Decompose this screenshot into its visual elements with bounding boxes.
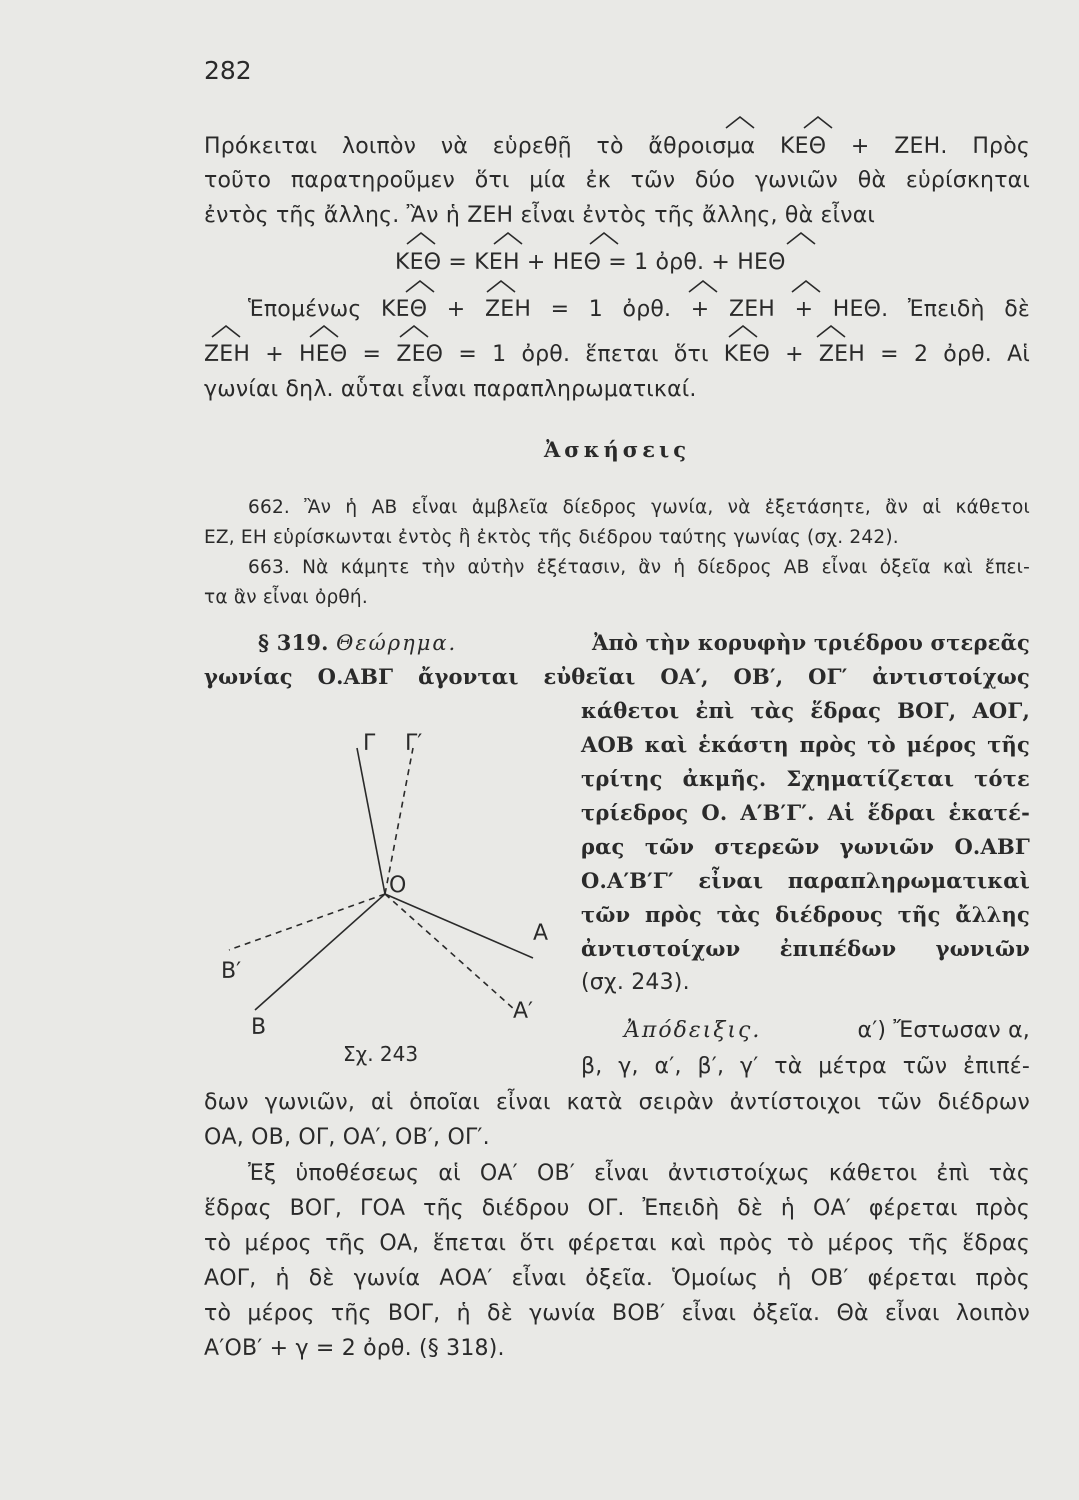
equation-line: ΖΕΗ + ΗΕΘ = ΖΕΘ = 1 ὀρθ. ἕπεται ὅτι ΚΕΘ + ΖΕΗ = 2 ὀρθ. Αἱ (204, 342, 1030, 367)
angle-arcs (0, 0, 1079, 400)
theorem-label: Θεώρημα. (336, 631, 458, 655)
proof-text: α′) Ἔστωσαν α, (857, 1018, 1030, 1043)
proof-line: τὸ μέρος τῆς ΒΟΓ, ἡ δὲ γωνία ΒΟΒ′ εἶναι ὀξεῖα. Θὰ εἶναι λοιπὸν (204, 1301, 1030, 1326)
text-line: ἐντὸς τῆς ἄλλης. Ἂν ἡ ΖΕΗ εἶναι ἐντὸς τῆς ἄλλης, θὰ εἶναι (204, 203, 876, 228)
theorem-line: γωνίας Ο.ΑΒΓ ἄγονται εὐθεῖαι ΟΑ′, ΟΒ′, ΟΓ′ ἀντιστοίχως (204, 664, 1030, 689)
proof-side-line: β, γ, α′, β′, γ′ τὰ μέτρα τῶν ἐπιπέ- (581, 1054, 1030, 1079)
text-line: γωνίαι δηλ. αὗται εἶναι παραπληρωματικαί. (204, 377, 697, 402)
proof-line: τὸ μέρος τῆς ΟΑ, ἕπεται ὅτι φέρεται καὶ πρὸς τὸ μέρος τῆς ἕδρας (204, 1231, 1030, 1256)
edge-oa (385, 894, 533, 958)
edge-oa-prime (385, 894, 515, 1010)
theorem-side-line: τρίτης ἀκμῆς. Σχηματίζεται τότε (581, 766, 1030, 791)
proof-line: Α′ΟΒ′ + γ = 2 ὀρθ. (§ 318). (204, 1336, 505, 1361)
text-line: τοῦτο παρατηροῦμεν ὅτι μία ἐκ τῶν δύο γωνιῶν θὰ εὑρίσκηται (204, 168, 1030, 193)
label-g-prime: Γ′ (405, 731, 423, 756)
theorem-side-line: ΑΟΒ καὶ ἑκάστη πρὸς τὸ μέρος τῆς (581, 732, 1030, 757)
text-line: Πρόκειται λοιπὸν νὰ εὑρεθῇ τὸ ἄθροισμα ΚΕΘ + ΖΕΗ. Πρὸς (204, 134, 1030, 159)
proof-line: ΑΟΓ, ἡ δὲ γωνία ΑΟΑ′ εἶναι ὀξεῖα. Ὁμοίως ἡ ΟΒ′ φέρεται πρὸς (204, 1266, 1030, 1291)
exercise-663-line-2: τα ἂν εἶναι ὀρθή. (204, 587, 368, 608)
label-o: Ο (389, 873, 407, 898)
theorem-side-line: Ο.Α′Β′Γ′ εἶναι παραπληρωματικαὶ (581, 868, 1030, 893)
edge-ob (255, 894, 385, 1010)
theorem-side-line: τρίεδρος Ο. Α′Β′Γ′. Αἱ ἕδραι ἑκατέ- (581, 800, 1030, 825)
proof-line: δων γωνιῶν, αἱ ὁποῖαι εἶναι κατὰ σειρὰν ἀντίστοιχοι τῶν διέδρων (204, 1090, 1030, 1115)
proof-label: Ἀπόδειξις. (624, 1018, 762, 1043)
theorem-reference: (σχ. 243). (581, 970, 690, 995)
edge-og (357, 748, 385, 894)
proof-line: Ἐξ ὑποθέσεως αἱ ΟΑ′ ΟΒ′ εἶναι ἀντιστοίχως κάθετοι ἐπὶ τὰς (248, 1161, 1030, 1186)
exercise-662-line-2: ΕΖ, ΕΗ εὑρίσκωνται ἐντὸς ἢ ἐκτὸς τῆς διέδρου ταύτης γωνίας (σχ. 242). (204, 527, 899, 548)
theorem-side-line: ἀντιστοίχων ἐπιπέδων γωνιῶν (581, 936, 1030, 961)
theorem-number: § 319. (258, 630, 329, 655)
label-b-prime: Β′ (221, 959, 242, 984)
exercise-662-line-1: 662. Ἂν ἡ ΑΒ εἶναι ἀμβλεῖα δίεδρος γωνία, νὰ ἐξετάσητε, ἂν αἱ κάθετοι (248, 497, 1030, 518)
theorem-side-line: τῶν πρὸς τὰς διέδρους τῆς ἄλλης (581, 902, 1030, 927)
theorem-text: Ἀπὸ τὴν κορυφὴν τριέδρου στερεᾶς (591, 630, 1030, 655)
equation-line: ΚΕΘ = ΚΕΗ + ΗΕΘ = 1 ὀρθ. + ΗΕΘ (395, 250, 786, 275)
label-a: Α (533, 921, 549, 946)
proof-line: ΟΑ, ΟΒ, ΟΓ, ΟΑ′, ΟΒ′, ΟΓ′. (204, 1125, 490, 1150)
page-number: 282 (204, 56, 252, 85)
label-g: Γ (363, 731, 376, 756)
proof-line: ἕδρας ΒΟΓ, ΓΟΑ τῆς διέδρου ΟΓ. Ἐπειδὴ δὲ ἡ ΟΑ′ φέρεται πρὸς (204, 1196, 1030, 1221)
theorem-side-line: κάθετοι ἐπὶ τὰς ἕδρας ΒΟΓ, ΑΟΓ, (581, 698, 1030, 723)
theorem-side-line: ρας τῶν στερεῶν γωνιῶν Ο.ΑΒΓ (581, 834, 1030, 859)
edge-ob-prime (229, 894, 385, 950)
figure-caption: Σχ. 243 (343, 1042, 419, 1066)
figure-243 (215, 720, 575, 1080)
exercises-heading: Ἀσκήσεις (544, 437, 690, 462)
equation-line: Ἑπομένως ΚΕΘ + ΖΕΗ = 1 ὀρθ. + ΖΕΗ + ΗΕΘ. Ἐπειδὴ δὲ (248, 297, 1030, 322)
label-b: Β (251, 1015, 267, 1040)
theorem-first-line (258, 630, 1030, 655)
label-a-prime: Α′ (513, 999, 534, 1024)
proof-first-line (624, 1018, 1030, 1043)
exercise-663-line-1: 663. Νὰ κάμητε τὴν αὐτὴν ἐξέτασιν, ἂν ἡ δίεδρος ΑΒ εἶναι ὀξεῖα καὶ ἔπει- (248, 557, 1030, 578)
